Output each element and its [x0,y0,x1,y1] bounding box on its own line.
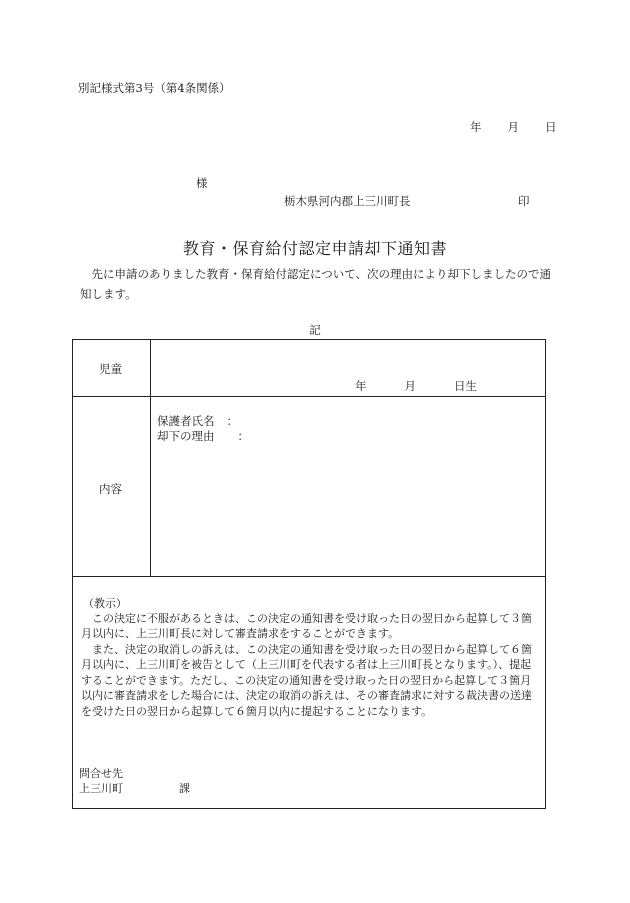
reason-label: 却下の理由 [157,429,215,443]
date-day: 日 [545,120,557,134]
issuer-name: 栃木県河内郡上三川町長 [284,194,411,208]
birth-date [355,378,477,394]
ki-marker: 記 [309,323,321,337]
notice-paragraph-2: また、決定の取消しの訴えは、この決定の通知書を受け取った日の翌日から起算して６箇月以内に、上三川町を被告として（上三川町を代表する者は上三川町長となります。）、提起することができます。ただし、この決定の通知書を受け取った日の翌日から起算して３箇月以内に審査請求をした場合には、決定の取消の訴えは、その審査請求に対する裁決書の送達を受けた日の翌日から起算して６箇月以内に提起することになります。 [81,643,532,718]
details-table [72,339,546,577]
date-month: 月 [507,120,519,134]
notice-heading: （教示） [83,597,127,610]
notice-box [72,577,546,809]
seal-mark: 印 [518,194,530,208]
guardian-field [157,413,238,429]
column-divider [150,340,151,576]
reason-colon: ： [237,429,249,443]
contact-town: 上三川町 [79,782,123,795]
document-title: 教育・保育給付認定申請却下通知書 [182,239,447,258]
form-number: 別記様式第3号（第4条関係） [78,81,231,95]
recipient-suffix: 様 [196,176,208,190]
reason-field [157,428,249,444]
guardian-label: 保護者氏名 [157,414,215,428]
birth-month: 月 [404,379,416,393]
contact-department [79,780,190,796]
birth-day: 日生 [454,379,477,393]
row-divider [73,396,545,397]
notice-paragraph-1: この決定に不服があるときは、この決定の通知書を受け取った日の翌日から起算して３箇月以内に、上三川町長に対して審査請求をすることができます。 [81,612,532,641]
issue-date [470,119,557,135]
intro-text: 先に申請のありました教育・保育給付認定について、次の理由により却下しましたので通知します。 [80,267,552,301]
contact-label: 問合せ先 [79,767,123,780]
date-year: 年 [470,120,482,134]
content-label: 内容 [99,482,122,496]
contact-section-suffix: 課 [179,782,190,795]
child-label: 児童 [99,362,122,376]
guardian-colon: ： [226,414,238,428]
birth-year: 年 [355,379,367,393]
